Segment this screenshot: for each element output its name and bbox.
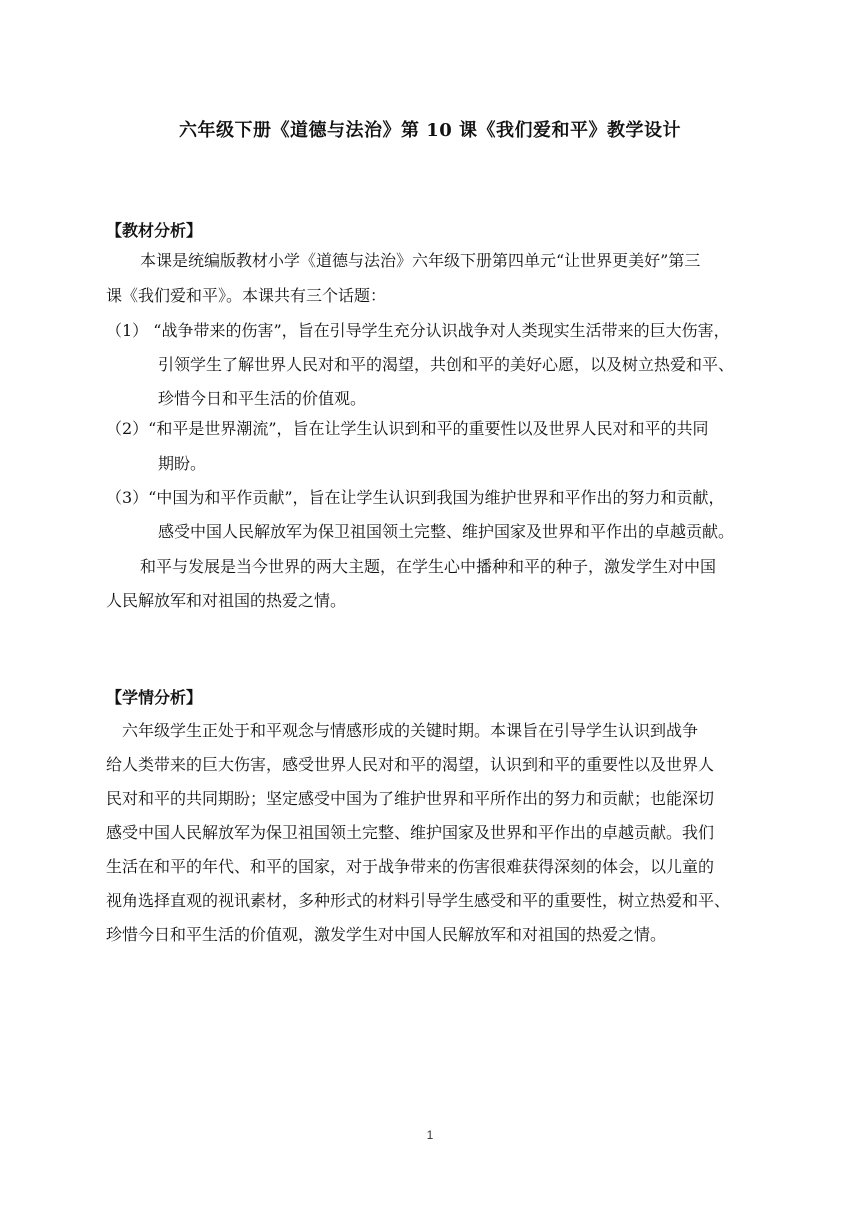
paragraph-line: 生活在和平的年代、和平的国家，对于战争带来的伤害很难获得深刻的体会，以儿童的 bbox=[106, 857, 715, 876]
paragraph-line: 本课是统编版教材小学《道德与法治》六年级下册第四单元“让世界更美好”第三 bbox=[140, 251, 701, 270]
section-heading-student-analysis: 【学情分析】 bbox=[106, 688, 203, 707]
paragraph-line: 课《我们爱和平》。本课共有三个话题： bbox=[106, 286, 387, 305]
paragraph-line: 六年级学生正处于和平观念与情感形成的关键时期。本课旨在引导学生认识到战争 bbox=[122, 721, 699, 740]
paragraph-line: 珍惜今日和平生活的价值观，激发学生对中国人民解放军和对祖国的热爱之情。 bbox=[106, 925, 667, 944]
paragraph-line: 民对和平的共同期盼；坚定感受中国为了维护世界和平所作出的努力和贡献；也能深切 bbox=[106, 789, 715, 808]
list-item-line: 感受中国人民解放军为保卫祖国领土完整、维护国家及世界和平作出的卓越贡献。 bbox=[158, 522, 735, 541]
paragraph-line: 和平与发展是当今世界的两大主题，在学生心中播种和平的种子，激发学生对中国 bbox=[140, 557, 717, 576]
list-item-line: （3）“中国为和平作贡献”，旨在让学生认识到我国为维护世界和平作出的努力和贡献， bbox=[106, 488, 725, 507]
paragraph-line: 视角选择直观的视讯素材，多种形式的材料引导学生感受和平的重要性，树立热爱和平、 bbox=[106, 891, 731, 910]
list-item-line: （1） “战争带来的伤害”，旨在引导学生充分认识战争对人类现实生活带来的巨大伤害， bbox=[106, 321, 730, 340]
section-heading-textbook-analysis: 【教材分析】 bbox=[106, 221, 203, 240]
list-item-line: 期盼。 bbox=[158, 454, 207, 473]
list-item-line: 引领学生了解世界人民对和平的渴望，共创和平的美好心愿，以及树立热爱和平、 bbox=[158, 355, 735, 374]
document-title: 六年级下册《道德与法治》第 10 课《我们爱和平》教学设计 bbox=[178, 120, 682, 141]
list-item-line: （2）“和平是世界潮流”，旨在让学生认识到和平的重要性以及世界人民对和平的共同 bbox=[106, 419, 709, 438]
paragraph-line: 人民解放军和对祖国的热爱之情。 bbox=[106, 591, 347, 610]
paragraph-line: 给人类带来的巨大伤害，感受世界人民对和平的渴望，认识到和平的重要性以及世界人 bbox=[106, 755, 715, 774]
paragraph-line: 感受中国人民解放军为保卫祖国领土完整、维护国家及世界和平作出的卓越贡献。我们 bbox=[106, 823, 715, 842]
list-item-line: 珍惜今日和平生活的价值观。 bbox=[158, 389, 367, 408]
page-number: 1 bbox=[426, 1128, 434, 1142]
